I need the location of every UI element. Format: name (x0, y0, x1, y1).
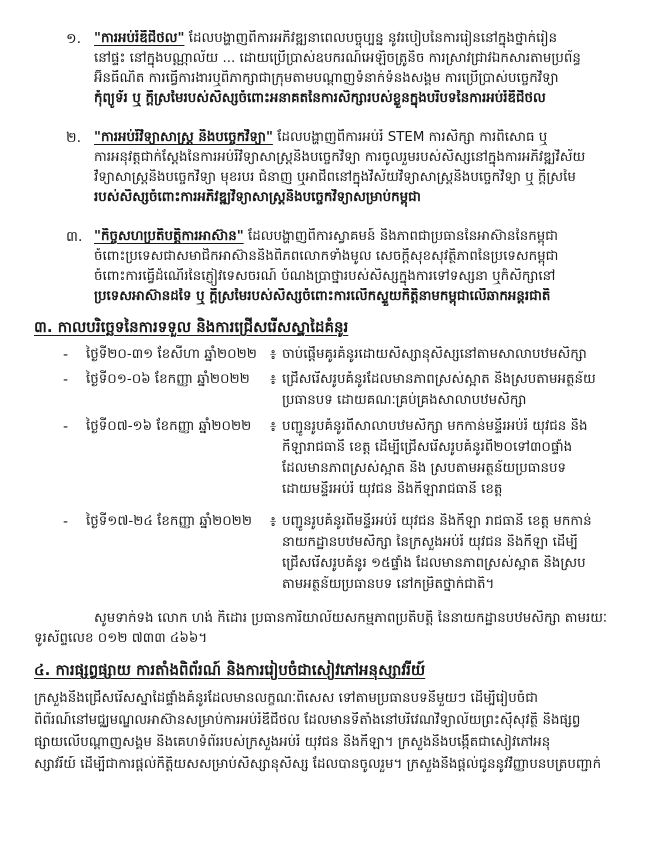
timeline-description-line: ដោយមន្ទីរអប់រំ យុវជន និងកីឡារាជធានី ខេត្ត (282, 482, 503, 497)
item-2-line: ការអនុវត្តជាក់ស្តែងនៃការអប់រំវិទ្យាសាស្ត្រនិងបច្ចេកវិទ្យា ការចូលរួមរបស់សិស្សនៅក្នុងការអភិវឌ្ឍវិស័យ (94, 150, 586, 165)
item-1-line: កុំព្យូទ័រ ឬ ក្តីស្រមៃរបស់សិស្សចំពោះអនាគតនៃការសិក្សារបស់ខ្លួនក្នុងបរិបទនៃការអប់រំឌីជីថល (94, 91, 546, 106)
timeline-date: ថ្ងៃទី១៧-២៤ ខែកញ្ញា ឆ្នាំ២០២២ (86, 514, 252, 529)
item-3-first-line (94, 228, 618, 246)
timeline-date: ថ្ងៃទី២០-៣១ ខែសីហា ឆ្នាំ២០២២ (86, 347, 257, 362)
item-1-first-line-text: ដែលបង្ហាញពីការអភិវឌ្ឍនាពេលបច្ចុប្បន្ន នូវរបៀបនៃការរៀននៅក្នុងថ្នាក់រៀន (184, 31, 558, 46)
section-3-heading: ៣. កាលបរិច្ឆេទនៃការទទួល និងការជ្រើសរើសស្នាដៃគំនូរ (34, 318, 349, 336)
timeline-description (282, 346, 612, 364)
item-1-first-line (94, 30, 618, 48)
item-2-line: វិទ្យាសាស្ត្រនិងបច្ចេកវិទ្យា មុខរបរ ជំនាញ ឬអាជីពនៅក្នុងវិស័យវិទ្យាសាស្ត្រនិងបច្ចេកវិទ្យា ឬ ក្តីស្រមៃ (94, 170, 576, 185)
timeline-colon: ៖ (270, 514, 277, 530)
timeline-dash: - (63, 372, 69, 388)
timeline-description-line: ដែលមានភាពស្រស់ស្អាត និង ស្របតាមអត្ថន័យប្រធានបទ (282, 461, 566, 476)
timeline-description-line: ជ្រើសរើសរូបគំនូរ ១៥ផ្ទាំង ដែលមានភាពស្រស់ស្អាត និងស្រប (282, 556, 586, 571)
timeline-dash: - (63, 347, 69, 363)
timeline-colon: ៖ (270, 372, 277, 388)
item-3-line: ចំពោះការធ្វើដំណើរនៃភ្ញៀវទេសចរណ៍ បំណងប្រាថ្នារបស់សិស្សក្នុងការទៅទស្សនា ឬក៏សិក្សានៅ (94, 269, 556, 284)
item-3-first-line-text: ដែលបង្ហាញពីការស្វាគមន៍ និងភាពជាប្រធាននៃអាស៊ាននៃកម្ពុជា (243, 229, 558, 244)
item-3-number: ៣. (66, 229, 83, 245)
timeline-description-line: ជ្រើសរើសរូបគំនូរដែលមានភាពស្រស់ស្អាត និងស្របតាមអត្ថន័យ (282, 372, 596, 387)
timeline-dash: - (63, 419, 69, 435)
timeline-description-line: តាមអត្ថន័យប្រធានបទ នៅកម្រិតថ្នាក់ជាតិ។ (282, 577, 495, 592)
timeline-description-line: ប្រធានបទ ដោយគណៈគ្រប់គ្រងសាលាបឋមសិក្សា (282, 393, 527, 408)
contact-line: សូមទាក់ទង លោក ហង់ កិដោរ ប្រធានការិយាល័យសកម្មភាពប្រតិបត្តិ នៃនាយកដ្ឋានបឋមសិក្សា តាមរយៈ (94, 611, 608, 626)
item-2-title: "ការអប់រំវិទ្យាសាស្ត្រ និងបច្ចេកវិទ្យា" (94, 130, 273, 145)
timeline-description (282, 371, 612, 410)
timeline-description-line: កីឡារាជធានី ខេត្ត ដើម្បីជ្រើសរើសរូបគំនូរពី២០ទៅ៣០ផ្ទាំង (282, 440, 573, 455)
timeline-date: ថ្ងៃទី០៧-១៦ ខែកញ្ញា ឆ្នាំ២០២២ (86, 419, 252, 434)
item-2-first-line (94, 129, 618, 147)
section-4-line: ពិព័រណ៍នៅមជ្ឈមណ្ឌលអាស៊ានសម្រាប់ការអប់រំឌីជីថល ដែលមានទីតាំងនៅបរិវេណវិទ្យាល័យព្រះស៊ីសុវត្ថិ និងផ្សព្វ (34, 713, 581, 728)
timeline-colon: ៖ (270, 419, 277, 435)
item-1-line: នៅផ្ទះ នៅក្នុងបណ្ណាល័យ ... ដោយប្រើប្រាស់ឧបករណ៍អេឡិចត្រូនិច ការស្រាវជ្រាវឯកសារតាមប្រព័ន្ធ (94, 51, 581, 66)
timeline-description-line: ចាប់ផ្តើមគូរគំនូរដោយសិស្សានុសិស្សនៅតាមសាលាបឋមសិក្សា (282, 347, 587, 362)
timeline-colon: ៖ (270, 347, 277, 363)
item-1-line: អ៊ីនធឺណិត ការធ្វើការងារឬពិភាក្សាជាក្រុមតាមបណ្តាញទំនាក់ទំនងសង្គម ការប្រើប្រាស់បច្ចេកវិទ្យា (94, 71, 559, 86)
item-2-line: របស់សិស្សចំពោះការអភិវឌ្ឍវិទ្យាសាស្ត្រនិងបច្ចេកវិទ្យាសម្រាប់កម្ពុជា (94, 190, 421, 205)
section-4-line: ផ្សាយលើបណ្តាញសង្គម និងគេហទំព័ររបស់ក្រសួងអប់រំ យុវជន និងកីឡា។ ក្រសួងនឹងបង្កើតជាសៀវភៅអនុ (34, 735, 551, 750)
timeline-description-line: បញ្ជូនរូបគំនូរពីមន្ទីរអប់រំ យុវជន និងកីឡា រាជធានី ខេត្ត មកកាន់ (282, 514, 592, 529)
section-4-line: ស្សាវរីយ៍ ដើម្បីជាការផ្តល់កិត្តិយសសម្រាប់សិស្សានុសិស្ស ដែលបានចូលរួម។ ក្រសួងនឹងផ្តល់ជូននូវវិញ្ញាបនបត្របញ្ជាក់ (34, 757, 602, 772)
item-1-title: "ការអប់រំឌីជីថល" (94, 31, 185, 46)
section-4-line: ក្រសួងនឹងជ្រើសរើសស្នាដៃផ្ទាំងគំនូរដែលមានលក្ខណៈពិសេស ទៅតាមប្រធានបទនីមួយៗ ដើម្បីរៀបចំជា (34, 691, 538, 706)
timeline-description-line: នាយកដ្ឋានបឋមសិក្សា នៃក្រសួងអប់រំ យុវជន និងកីឡា ដើម្បី (282, 535, 578, 550)
contact-line: ទូរស័ព្ទលេខ ០១២ ៧៣៣ ៤៦៦។ (34, 631, 208, 646)
item-3-title: "កិច្ចសហប្រតិបត្តិការអាស៊ាន" (94, 229, 244, 244)
timeline-dash: - (63, 514, 69, 530)
item-2-first-line-text: ដែលបង្ហាញពីការអប់រំ STEM ការសិក្សា ការពិសោធ ឬ (272, 130, 548, 145)
item-3-line: ប្រទេសអាស៊ានដទៃ ឬ ក្តីស្រមៃរបស់សិស្សចំពោះការលើកស្ទួយកិត្តិនាមកម្ពុជាលើឆាកអន្តរជាតិ (94, 289, 551, 304)
timeline-description (282, 418, 612, 499)
item-3-line: ចំពោះប្រទេសជាសមាជិកអាស៊ាននិងពិភពលោកទាំងមូល សេចក្តីសុខសុវត្ថិភាពនៃប្រទេសកម្ពុជា (94, 249, 559, 264)
item-2-number: ២. (66, 130, 82, 146)
item-1-number: ១. (66, 31, 82, 47)
section-4-heading: ៤. ការផ្សព្វផ្សាយ ការតាំងពិព័រណ៍ និងការរៀបចំជាសៀវភៅអនុស្សាវរីយ៍ (34, 661, 426, 679)
timeline-description (282, 513, 612, 594)
timeline-date: ថ្ងៃទី០១-០៦ ខែកញ្ញា ឆ្នាំ២០២២ (86, 372, 250, 387)
timeline-description-line: បញ្ជូនរូបគំនូរពីសាលាបឋមសិក្សា មកកាន់មន្ទីរអប់រំ យុវជន និង (282, 419, 588, 434)
